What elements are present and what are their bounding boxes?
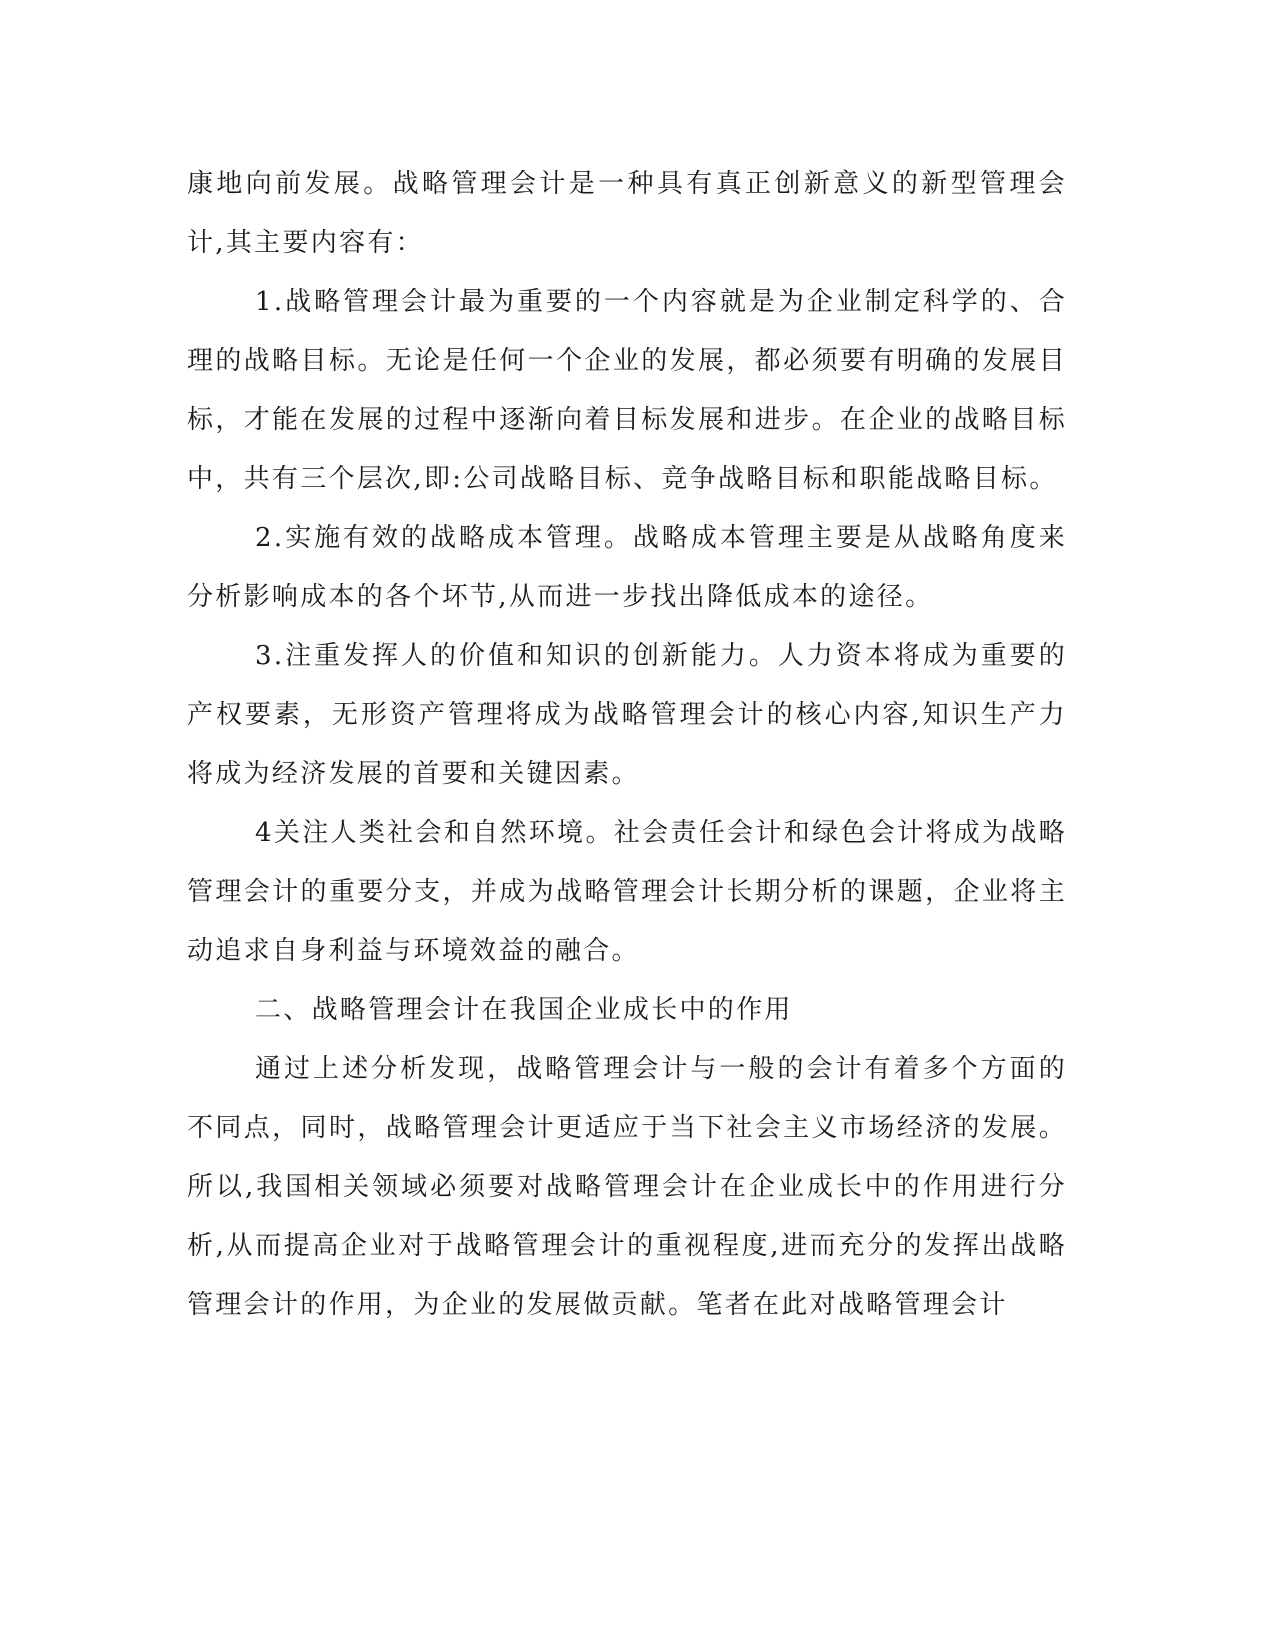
- section-heading: 二、战略管理会计在我国企业成长中的作用: [255, 995, 793, 1025]
- paragraph-list-item-1: 1.战略管理会计最为重要的一个内容就是为企业制定科学的、合理的战略目标。无论是任何一个企业的发展，都必须要有明确的发展目标，才能在发展的过程中逐渐向着目标发展和进步。在企业的战略目标中，共有三个层次,即:公司战略目标、竞争战略目标和职能战略目标。: [187, 287, 1067, 494]
- paragraph-list-item-3: 3.注重发挥人的价值和知识的创新能力。人力资本将成为重要的产权要素，无形资产管理将成为战略管理会计的核心内容,知识生产力将成为经济发展的首要和关键因素。: [187, 641, 1067, 789]
- document-body: [187, 155, 1067, 1335]
- paragraph-intro-end: 康地向前发展。战略管理会计是一种具有真正创新意义的新型管理会计,其主要内容有：: [187, 169, 1067, 258]
- paragraph-analysis: 通过上述分析发现，战略管理会计与一般的会计有着多个方面的不同点，同时，战略管理会计更适应于当下社会主义市场经济的发展。所以,我国相关领域必须要对战略管理会计在企业成长中的作用进行分析,从而提高企业对于战略管理会计的重视程度,进而充分的发挥出战略管理会计的作用，为企业的发展做贡献。笔者在此对战略管理会计: [187, 1054, 1067, 1320]
- paragraph-list-item-4: 4关注人类社会和自然环境。社会责任会计和绿色会计将成为战略管理会计的重要分支，并成为战略管理会计长期分析的课题，企业将主动追求自身利益与环境效益的融合。: [187, 818, 1067, 966]
- paragraph-list-item-2: 2.实施有效的战略成本管理。战略成本管理主要是从战略角度来分析影响成本的各个坏节,从而进一步找出降低成本的途径。: [187, 523, 1067, 612]
